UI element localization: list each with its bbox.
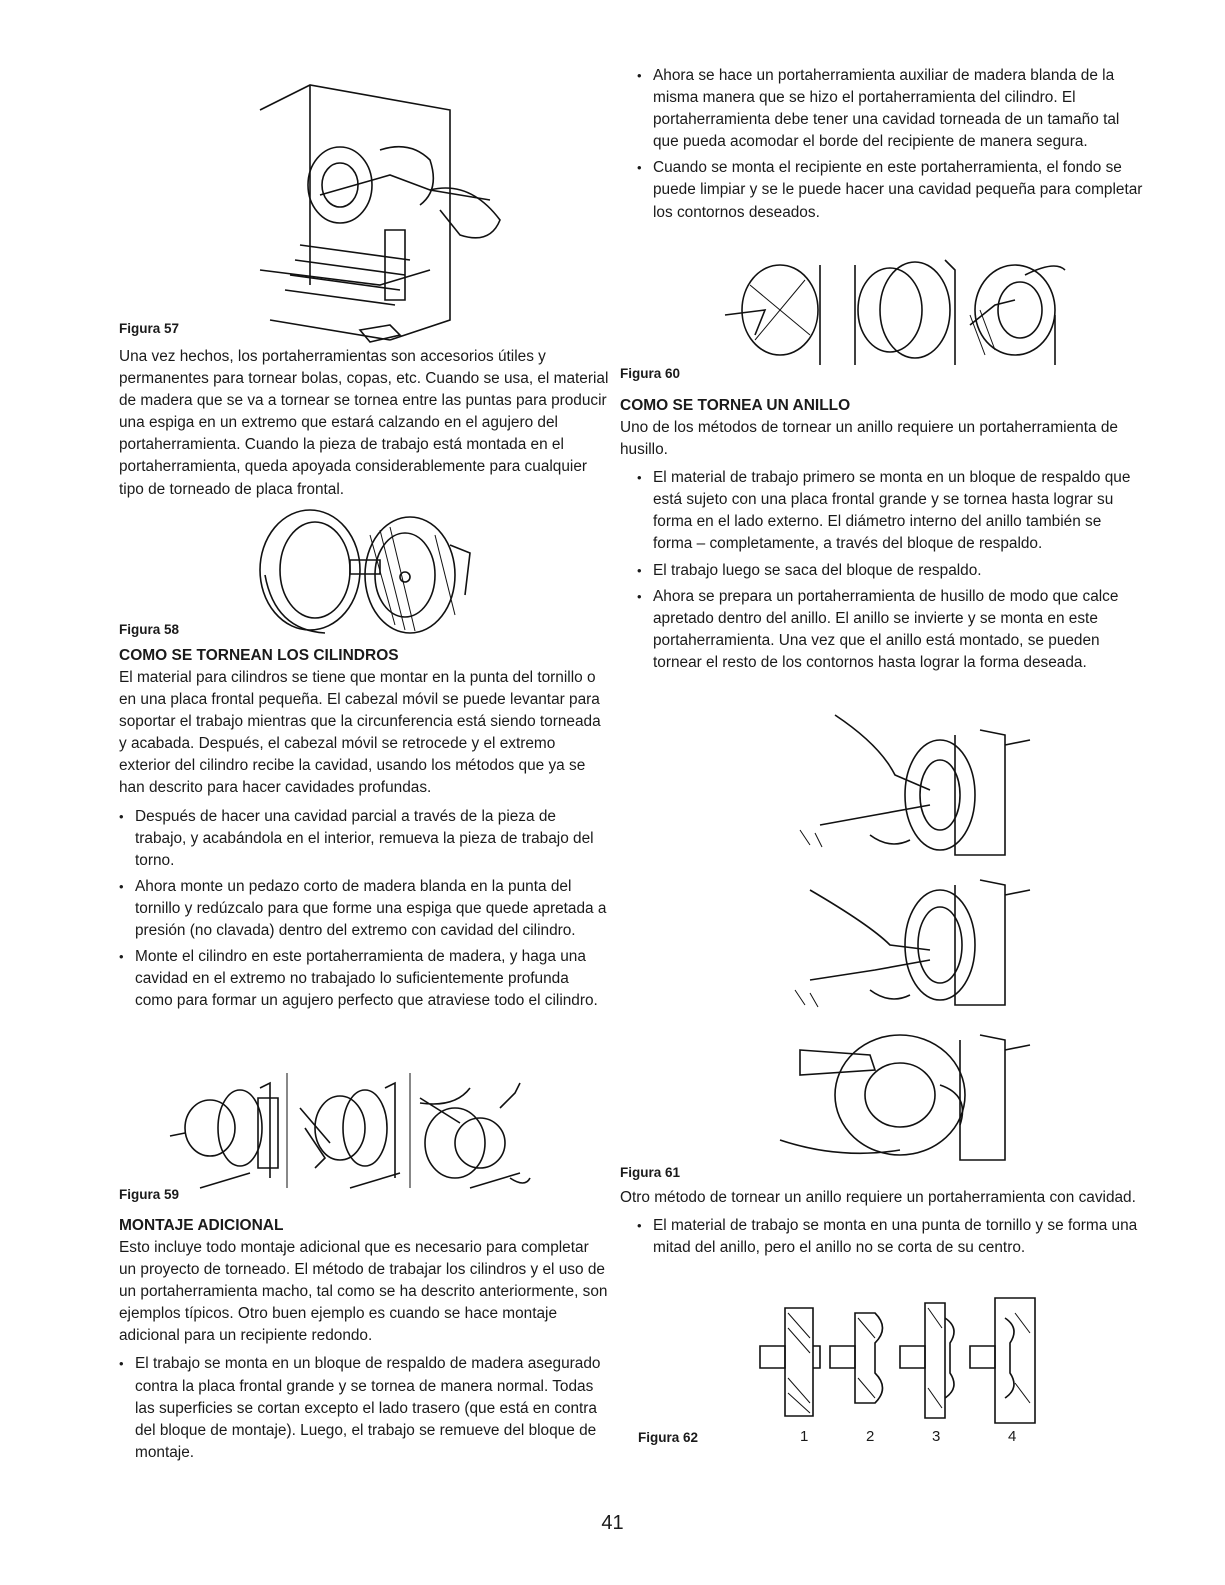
figure-62-step-number: 2: [866, 1428, 875, 1445]
section-heading: MONTAJE ADICIONAL: [119, 1217, 284, 1234]
figure-62-label: Figura 62: [638, 1430, 699, 1445]
bullet-list: [637, 467, 1140, 674]
list-item: • Ahora se prepara un portaherramienta de husillo de modo que calce apretado dentro del anillo. El anillo se invierte y se monta en este portaherramienta. Una vez que el anillo está montado, se pueden tornear el resto de los contornos hasta lograr la forma deseada.: [637, 586, 1140, 674]
paragraph: Esto incluye todo montaje adicional que es necesario para completar un proyecto de torneado. El método de trabajar los cilindros y el uso de un portaherramienta macho, tal como se ha descrito anteriormente, son ejemplos típicos. Otro buen ejemplo es cuando se hace montaje adicional para un recipiente redondo.: [119, 1239, 608, 1345]
paragraph: Otro método de tornear un anillo requiere un portaherramienta con cavidad.: [620, 1189, 1136, 1206]
paragraph: Uno de los métodos de tornear un anillo requiere un portaherramienta de husillo.: [620, 419, 1118, 459]
list-item: • El trabajo luego se saca del bloque de respaldo.: [637, 560, 1140, 582]
page-number: 41: [601, 1512, 624, 1534]
figure-62-step-number: 3: [932, 1428, 941, 1445]
section-heading: COMO SE TORNEA UN ANILLO: [620, 397, 851, 414]
figure-61-illustration: [780, 695, 1040, 1170]
figure-58-illustration: [255, 505, 480, 640]
figure-62-illustration: [760, 1298, 1040, 1428]
figure-62-step-number: 4: [1008, 1428, 1017, 1445]
figure-60-illustration: [725, 255, 1075, 370]
list-item: • El trabajo se monta en un bloque de respaldo de madera asegurado contra la placa frontal grande y se tornea de manera normal. Todas las superficies se cortan excepto el lado trasero (que está en contra del bloque de montaje). Luego, el trabajo se remueve del bloque de montaje.: [119, 1353, 609, 1463]
list-item: • Ahora se hace un portaherramienta auxiliar de madera blanda de la misma manera que se hizo el portaherramienta del cilindro. El portaherramienta debe tener una cavidad torneada de un tamaño tal que pueda acomodar el borde del recipiente de manera segura.: [637, 65, 1143, 153]
bullet-list: [119, 1353, 609, 1463]
bullet-list: [637, 65, 1143, 224]
figure-61-label: Figura 61: [620, 1165, 681, 1180]
paragraph: Una vez hechos, los portaherramientas son accesorios útiles y permanentes para tornear bolas, copas, etc. Cuando se usa, el material de madera que se va a tornear se tornea entre las puntas para producir una espiga en un extremo que estará calzando en el agujero del portaherramienta. Cuando la pieza de trabajo está montada en el portaherramienta, queda apoyada considerablemente para cualquier tipo de torneado de placa frontal.: [119, 348, 609, 498]
bullet-list: [637, 1215, 1140, 1259]
list-item: • Ahora monte un pedazo corto de madera blanda en la punta del tornillo y redúzcalo para que forme una espiga que quede apretada a presión (no clavada) dentro del extremo con cavidad del cilindro.: [119, 876, 609, 942]
figure-62-step-number: 1: [800, 1428, 809, 1445]
bullet-list: [119, 806, 609, 1013]
list-item: • El material de trabajo primero se monta en un bloque de respaldo que está sujeto con una placa frontal grande y se tornea hasta lograr su forma en el lado externo. El diámetro interno del anillo también se forma – completamente, a través del bloque de respaldo.: [637, 467, 1140, 555]
figure-57-label: Figura 57: [119, 321, 180, 336]
list-item: • Después de hacer una cavidad parcial a través de la pieza de trabajo, y acabándola en el interior, remueva la pieza de trabajo del torno.: [119, 806, 609, 872]
figure-59-illustration: [170, 1068, 540, 1198]
figure-58-label: Figura 58: [119, 622, 180, 637]
figure-60-label: Figura 60: [620, 366, 681, 381]
section-heading: COMO SE TORNEAN LOS CILINDROS: [119, 647, 399, 664]
paragraph: El material para cilindros se tiene que montar en la punta del tornillo o en una placa frontal pequeña. El cabezal móvil se puede levantar para soportar el trabajo mientras que la circunferencia está siendo torneada y acabada. Después, el cabezal móvil se retrocede y el extremo exterior del cilindro recibe la cavidad, usando los métodos que ya se han descrito para hacer cavidades profundas.: [119, 669, 601, 797]
list-item: • El material de trabajo se monta en una punta de tornillo y se forma una mitad del anillo, pero el anillo no se corta de su centro.: [637, 1215, 1140, 1259]
list-item: • Cuando se monta el recipiente en este portaherramienta, el fondo se puede limpiar y se le puede hacer una cavidad pequeña para completar los contornos deseados.: [637, 157, 1143, 223]
list-item: • Monte el cilindro en este portaherramienta de madera, y haga una cavidad en el extremo no trabajado lo suficientemente profunda como para formar un agujero perfecto que atraviese todo el cilindro.: [119, 946, 609, 1012]
figure-59-label: Figura 59: [119, 1187, 180, 1202]
figure-57-illustration: [240, 70, 520, 345]
